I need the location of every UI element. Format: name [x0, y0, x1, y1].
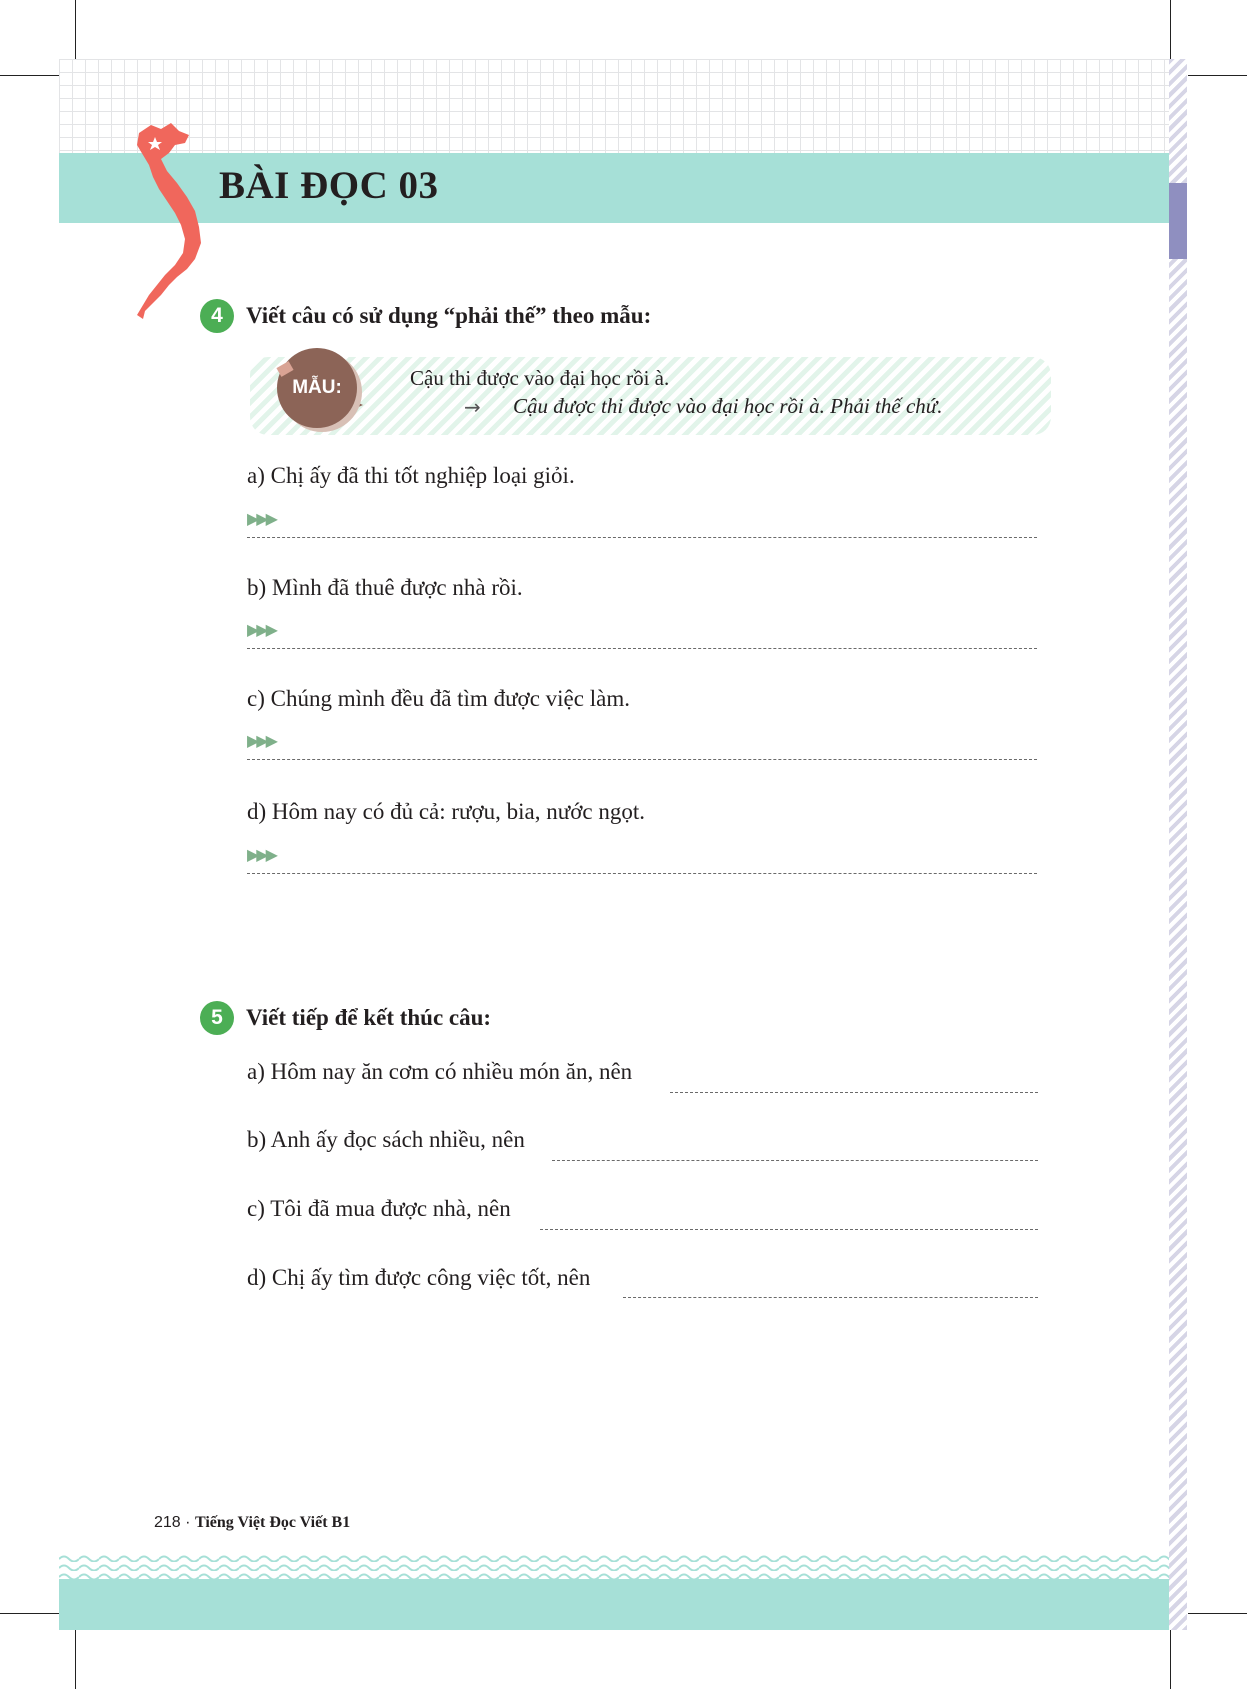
- side-stripe: [1169, 59, 1187, 1630]
- exercise-item: b) Mình đã thuê được nhà rồi.: [247, 575, 523, 600]
- arrow-right-icon: →: [464, 395, 481, 419]
- crop-mark: [0, 1613, 59, 1614]
- crop-mark: [75, 1630, 76, 1689]
- section-5-number-badge: 5: [200, 1001, 234, 1035]
- book-title: Tiếng Việt Đọc Viết B1: [194, 1514, 351, 1531]
- crop-mark: [1170, 0, 1171, 59]
- crop-mark: [0, 75, 59, 76]
- triple-arrow-icon: ▶▶▶: [247, 620, 275, 639]
- answer-line[interactable]: [623, 1297, 1038, 1298]
- side-tab: [1169, 183, 1187, 259]
- page-number: 218: [154, 1514, 181, 1531]
- crop-mark: [1188, 1613, 1247, 1614]
- sample-badge: MẪU:: [277, 348, 357, 428]
- answer-line[interactable]: [552, 1160, 1038, 1161]
- exercise-item: c) Chúng mình đều đã tìm được việc làm.: [247, 686, 630, 711]
- page-title: BÀI ĐỌC 03: [219, 164, 439, 207]
- exercise-item: a) Hôm nay ăn cơm có nhiều món ăn, nên: [247, 1059, 633, 1084]
- page-footer: [154, 1514, 350, 1532]
- answer-line[interactable]: [540, 1229, 1038, 1230]
- sample-answer: Cậu được thi được vào đại học rồi à. Phải thế chứ.: [513, 394, 943, 418]
- section-5-heading: [200, 1001, 491, 1035]
- section-4-number-badge: 4: [200, 299, 234, 333]
- exercise-item: d) Chị ấy tìm được công việc tốt, nên: [247, 1265, 591, 1290]
- crop-mark: [75, 0, 76, 59]
- triple-arrow-icon: ▶▶▶: [247, 845, 275, 864]
- vietnam-map-icon: [131, 119, 211, 329]
- answer-line[interactable]: [247, 729, 1037, 760]
- footer-separator: ·: [185, 1514, 191, 1531]
- footer-band: [59, 1579, 1169, 1630]
- wave-decoration: [59, 1553, 1169, 1581]
- crop-mark: [1170, 1630, 1171, 1689]
- exercise-item: d) Hôm nay có đủ cả: rượu, bia, nước ngọt.: [247, 799, 645, 824]
- section-4-title: Viết câu có sử dụng “phải thế” theo mẫu:: [246, 303, 652, 328]
- answer-line[interactable]: [670, 1092, 1038, 1093]
- exercise-item: c) Tôi đã mua được nhà, nên: [247, 1196, 511, 1221]
- answer-line[interactable]: [247, 618, 1037, 649]
- page: [59, 59, 1169, 1630]
- exercise-item: b) Anh ấy đọc sách nhiều, nên: [247, 1127, 525, 1152]
- section-5-title: Viết tiếp để kết thúc câu:: [246, 1005, 492, 1030]
- answer-line[interactable]: [247, 843, 1037, 874]
- section-4-heading: [200, 299, 651, 333]
- answer-line[interactable]: [247, 507, 1037, 538]
- sample-sentence: Cậu thi được vào đại học rồi à.: [410, 366, 670, 390]
- triple-arrow-icon: ▶▶▶: [247, 509, 275, 528]
- triple-arrow-icon: ▶▶▶: [247, 731, 275, 750]
- grid-background: [59, 59, 1169, 153]
- exercise-item: a) Chị ấy đã thi tốt nghiệp loại giỏi.: [247, 463, 575, 488]
- crop-mark: [1188, 75, 1247, 76]
